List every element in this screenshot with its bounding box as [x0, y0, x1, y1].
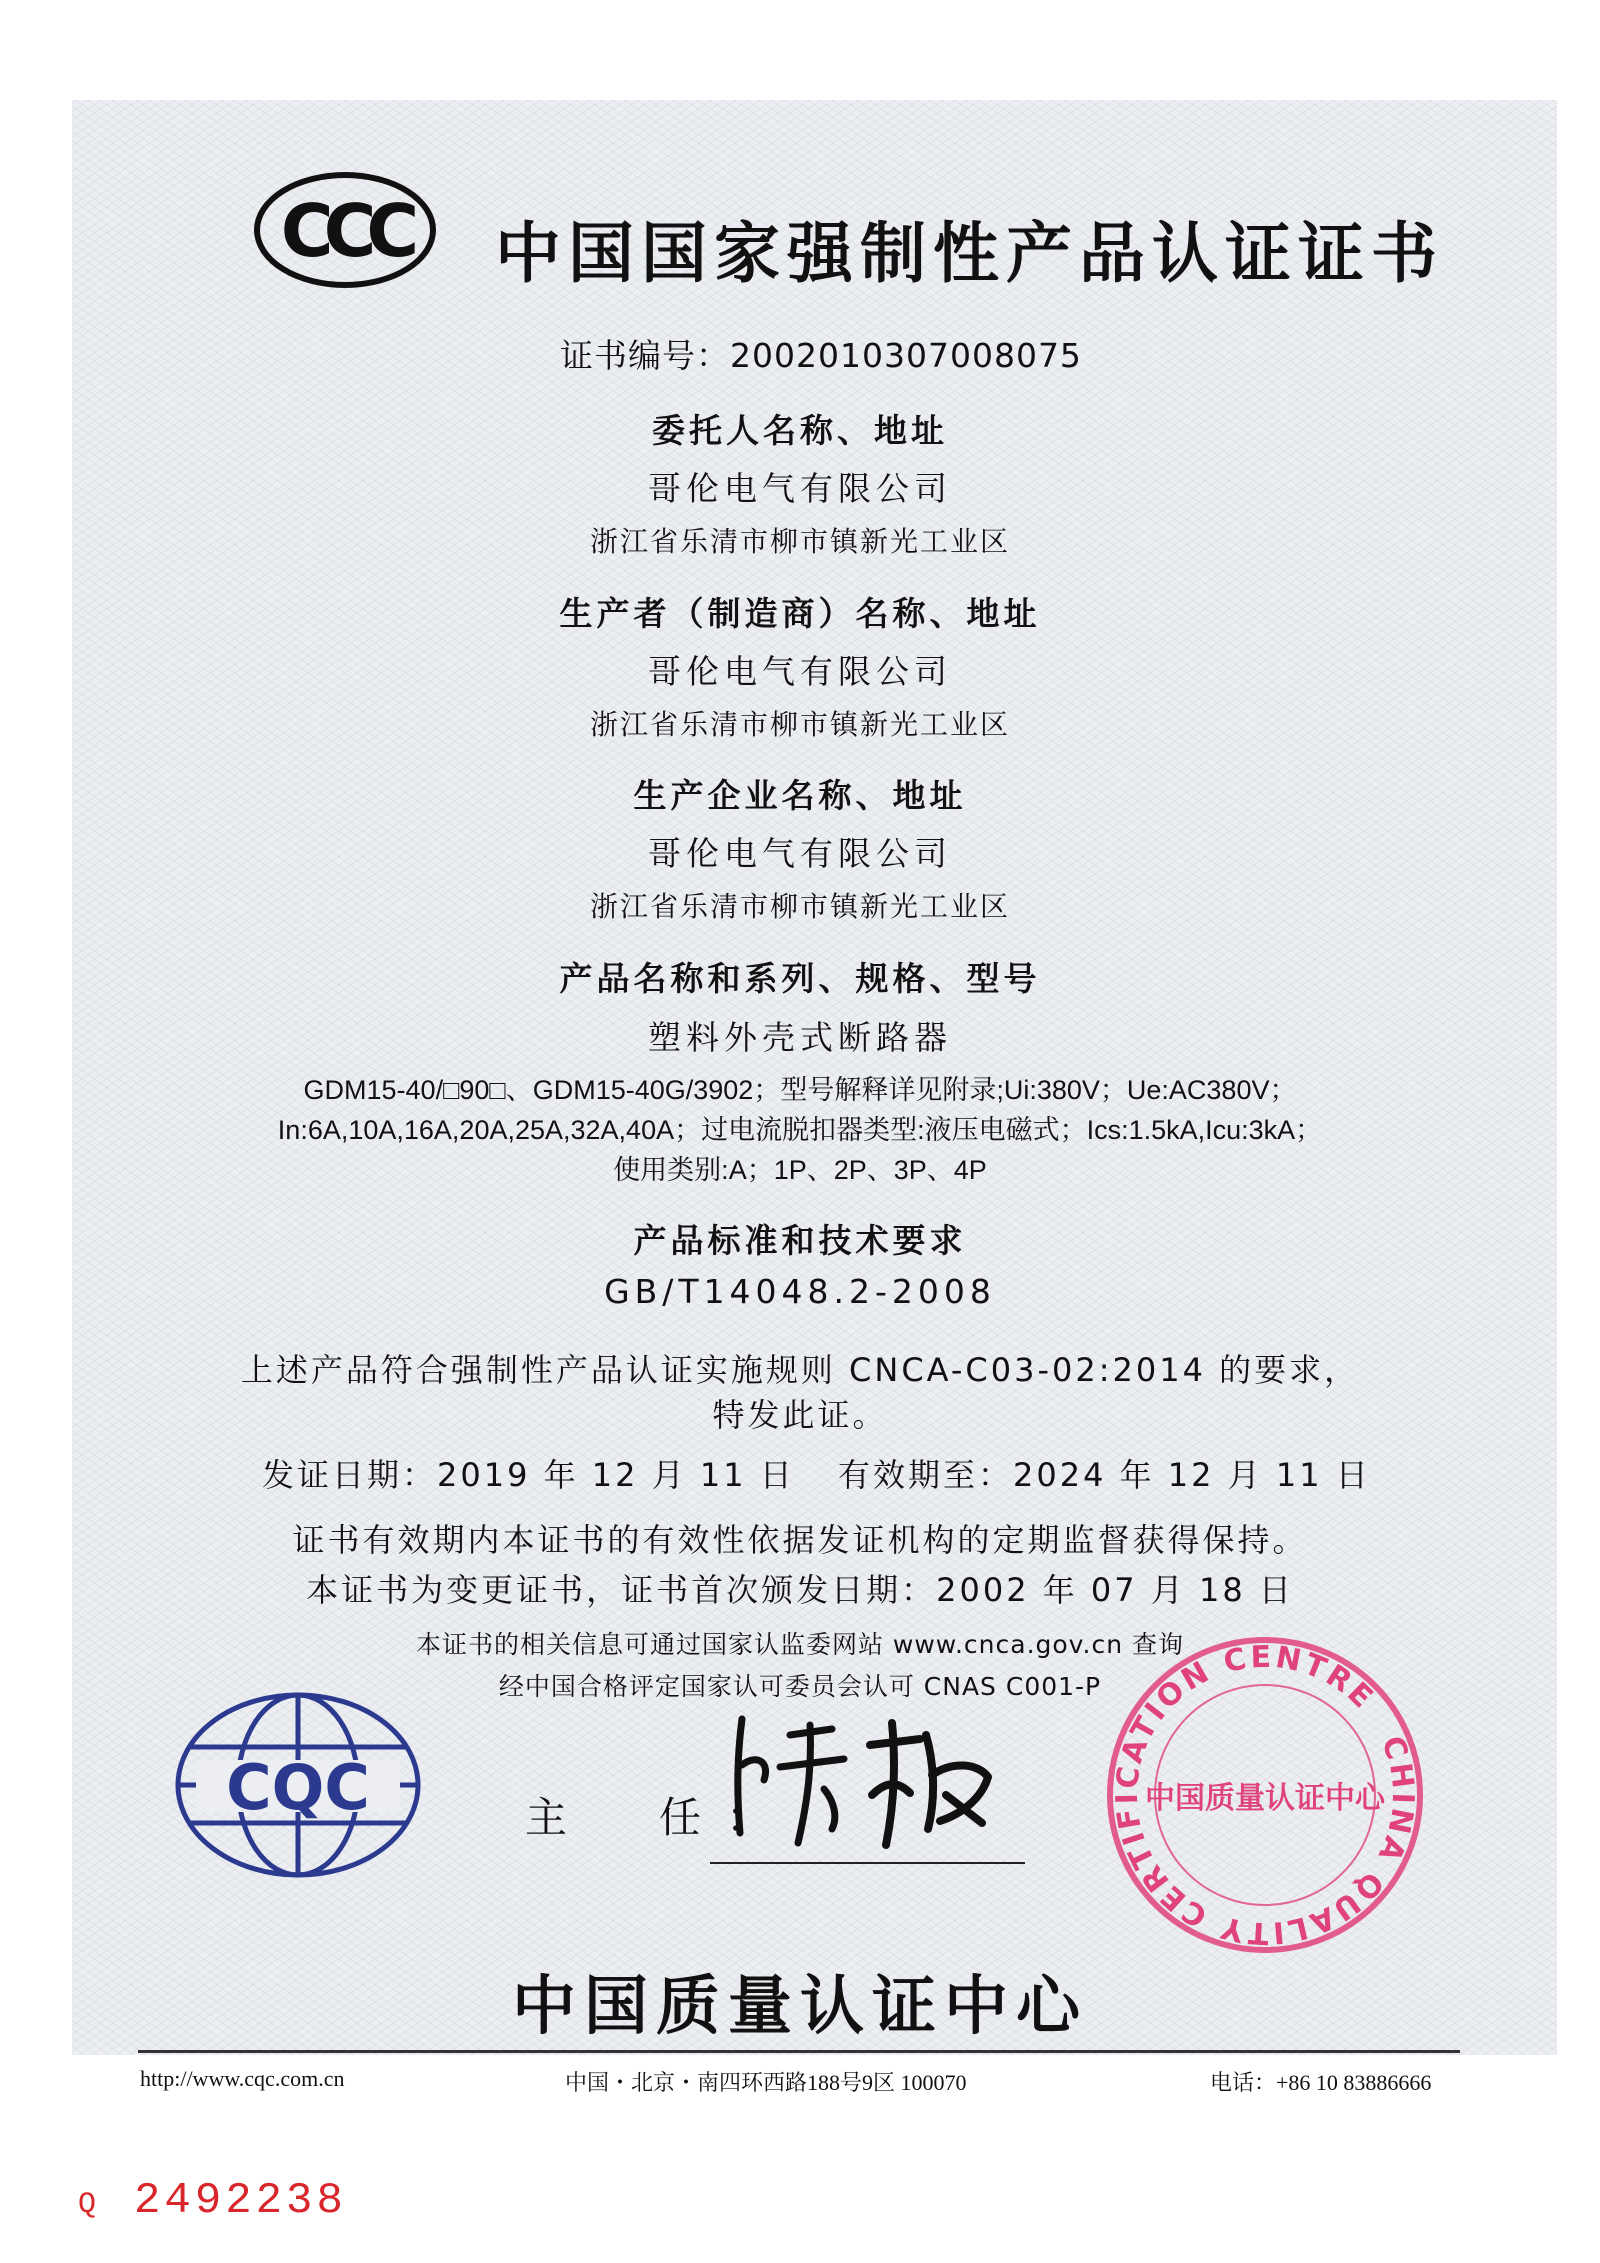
- factory-heading: 生产企业名称、地址: [633, 776, 967, 815]
- product-spec-line-3: 使用类别:A；1P、2P、3P、4P: [613, 1155, 987, 1185]
- validity-note: 证书有效期内本证书的有效性依据发证机构的定期监督获得保持。: [292, 1521, 1308, 1559]
- manufacturer-heading: 生产者（制造商）名称、地址: [559, 594, 1041, 633]
- signature-line: [710, 1862, 1025, 1864]
- serial-value: 2492238: [134, 2176, 347, 2226]
- applicant-heading: 委托人名称、地址: [652, 411, 948, 450]
- serial-prefix: Q: [78, 2188, 97, 2222]
- conformity-line-1: 上述产品符合强制性产品认证实施规则 CNCA-C03-02:2014 的要求，: [240, 1351, 1360, 1389]
- standard-heading: 产品标准和技术要求: [633, 1221, 967, 1260]
- issue-date-value: 2019 年 12 月 11 日: [437, 1456, 795, 1494]
- chief-label: 主 任：: [525, 1793, 794, 1842]
- valid-date-value: 2024 年 12 月 11 日: [1013, 1456, 1371, 1494]
- certificate-number-value: 2002010307008075: [730, 336, 1082, 375]
- standard-value: GB/T14048.2-2008: [604, 1272, 996, 1311]
- footer-address: 中国・北京・南四环西路188号9区 100070: [565, 2070, 967, 2095]
- svg-text:CHINA QUALITY CERTIFICATION CE: CHINA QUALITY CERTIFICATION CENTRE: [1109, 1639, 1421, 1951]
- product-spec-line-1: GDM15-40/□90□、GDM15-40G/3902；型号解释详见附录;Ui:380V；Ue:AC380V；: [303, 1075, 1297, 1105]
- valid-date: [838, 1450, 1371, 1496]
- product-name: 塑料外壳式断路器: [648, 1018, 952, 1057]
- product-heading: 产品名称和系列、规格、型号: [559, 959, 1041, 998]
- certification-seal: [1100, 1630, 1430, 1960]
- certificate-number: [560, 330, 1082, 377]
- certificate-number-label: 证书编号：: [560, 336, 730, 375]
- change-note: 本证书为变更证书，证书首次颁发日期：2002 年 07 月 18 日: [306, 1571, 1294, 1609]
- issuer-name: 中国质量认证中心: [512, 1970, 1088, 2044]
- applicant-name: 哥伦电气有限公司: [648, 469, 952, 508]
- cqc-logo: [168, 1685, 428, 1885]
- valid-date-label: 有效期至：: [838, 1456, 1014, 1494]
- footer-phone: 电话：+86 10 83886666: [1210, 2070, 1432, 2095]
- factory-address: 浙江省乐清市柳市镇新光工业区: [589, 890, 1010, 923]
- manufacturer-name: 哥伦电气有限公司: [648, 652, 952, 691]
- svg-text:中国质量认证中心: 中国质量认证中心: [1145, 1781, 1385, 1816]
- serial-number: [78, 2176, 347, 2226]
- factory-name: 哥伦电气有限公司: [648, 834, 952, 873]
- website-note: 本证书的相关信息可通过国家认监委网站 www.cnca.gov.cn 查询: [415, 1630, 1185, 1659]
- svg-text:CQC: CQC: [226, 1751, 370, 1824]
- ccc-logo: [250, 170, 440, 290]
- chief-signature: [720, 1705, 1020, 1855]
- manufacturer-address: 浙江省乐清市柳市镇新光工业区: [589, 708, 1010, 741]
- footer-url[interactable]: http://www.cqc.com.cn: [140, 2066, 345, 2091]
- product-spec-line-2: In:6A,10A,16A,20A,25A,32A,40A；过电流脱扣器类型:液压电磁式；Ics:1.5kA,Icu:3kA；: [277, 1115, 1323, 1145]
- conformity-line-2: 特发此证。: [712, 1396, 888, 1434]
- issue-date-label: 发证日期：: [262, 1456, 438, 1494]
- footer-rule: [138, 2050, 1460, 2053]
- applicant-address: 浙江省乐清市柳市镇新光工业区: [589, 525, 1010, 558]
- cnas-note: 经中国合格评定国家认可委员会认可 CNAS C001-P: [498, 1672, 1102, 1701]
- certificate-title: 中国国家强制性产品认证证书: [495, 215, 1444, 292]
- svg-text:CCC: CCC: [280, 189, 410, 273]
- issue-date: [262, 1450, 795, 1496]
